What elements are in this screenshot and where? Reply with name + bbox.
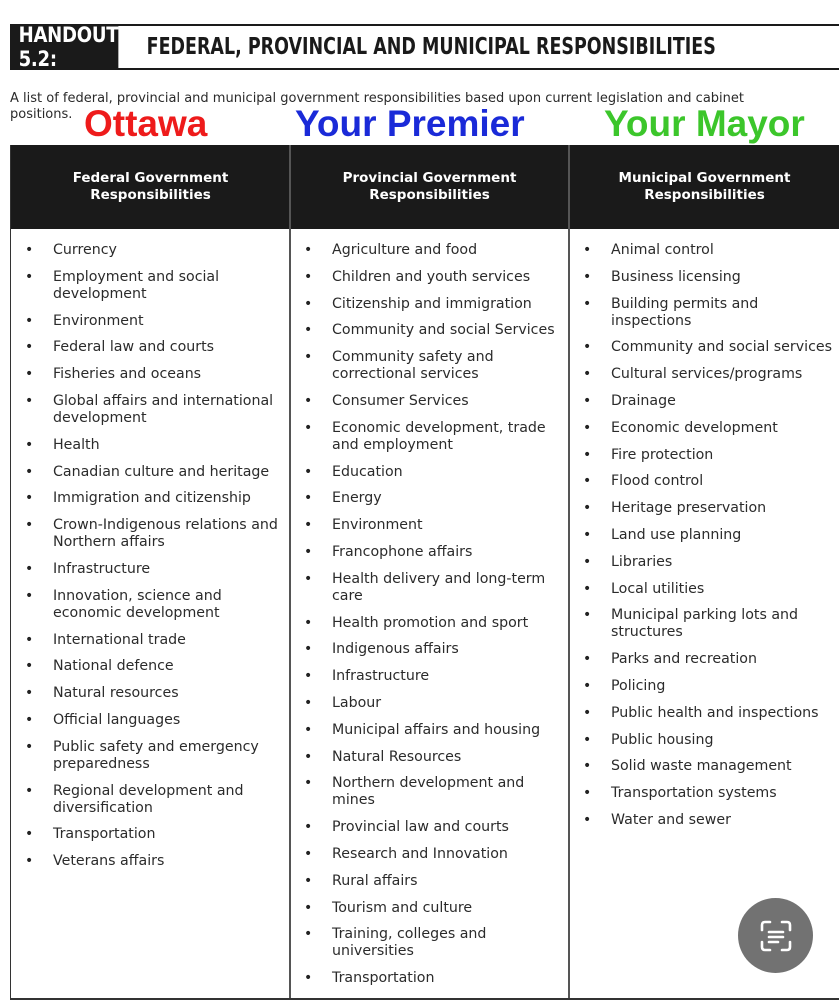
list-item: • Municipal parking lots and structures bbox=[569, 607, 839, 641]
list-item: • Rural affairs bbox=[290, 873, 568, 890]
list-item: • Health delivery and long-term care bbox=[290, 571, 568, 605]
federal-column-header: Federal Government Responsibilities bbox=[72, 170, 229, 203]
list-item: • Libraries bbox=[569, 554, 839, 571]
provincial-list bbox=[290, 242, 568, 987]
intro-text: A list of federal, provincial and municipal government responsibilities based upon current legislation and cabinet positions. bbox=[10, 91, 744, 122]
list-item: • Transportation bbox=[290, 970, 568, 987]
list-item: • Solid waste management bbox=[569, 758, 839, 775]
list-item: • Cultural services/programs bbox=[569, 366, 839, 383]
handout-header bbox=[10, 24, 839, 70]
list-item: • Federal law and courts bbox=[11, 339, 289, 356]
list-item: • Consumer Services bbox=[290, 393, 568, 410]
list-item: • Municipal affairs and housing bbox=[290, 722, 568, 739]
list-item: • Local utilities bbox=[569, 581, 839, 598]
list-item: • Community safety and correctional services bbox=[290, 349, 568, 383]
list-item: • Research and Innovation bbox=[290, 846, 568, 863]
text-scan-icon bbox=[756, 916, 796, 956]
list-item: • Regional development and diversification bbox=[11, 783, 289, 817]
list-item: • Northern development and mines bbox=[290, 775, 568, 809]
list-item: • Health promotion and sport bbox=[290, 615, 568, 632]
municipal-list bbox=[569, 242, 839, 829]
list-item: • Infrastructure bbox=[11, 561, 289, 578]
list-item: • Children and youth services bbox=[290, 269, 568, 286]
list-item: • Heritage preservation bbox=[569, 500, 839, 517]
list-item: • Flood control bbox=[569, 473, 839, 490]
list-item: • Economic development bbox=[569, 420, 839, 437]
handout-title: FEDERAL, PROVINCIAL AND MUNICIPAL RESPONSIBILITIES bbox=[146, 34, 716, 60]
federal-list bbox=[11, 242, 289, 870]
list-item: • Natural Resources bbox=[290, 749, 568, 766]
list-item: • Economic development, trade and employment bbox=[290, 420, 568, 454]
list-item: • Innovation, science and economic development bbox=[11, 588, 289, 622]
list-item: • Parks and recreation bbox=[569, 651, 839, 668]
list-item: • Health bbox=[11, 437, 289, 454]
list-item: • Immigration and citizenship bbox=[11, 490, 289, 507]
table-header-row bbox=[11, 145, 839, 229]
list-item: • Veterans affairs bbox=[11, 853, 289, 870]
provincial-column-header: Provincial Government Responsibilities bbox=[342, 170, 517, 203]
list-item: • Community and social services bbox=[569, 339, 839, 356]
list-item: • Policing bbox=[569, 678, 839, 695]
list-item: • Tourism and culture bbox=[290, 900, 568, 917]
list-item: • Education bbox=[290, 464, 568, 481]
list-item: • Transportation systems bbox=[569, 785, 839, 802]
list-item: • Energy bbox=[290, 490, 568, 507]
list-item: • Infrastructure bbox=[290, 668, 568, 685]
list-item: • Environment bbox=[290, 517, 568, 534]
overlay-mayor: Your Mayor bbox=[604, 103, 805, 144]
list-item: • Environment bbox=[11, 313, 289, 330]
list-item: • Public housing bbox=[569, 732, 839, 749]
list-item: • Official languages bbox=[11, 712, 289, 729]
list-item: • International trade bbox=[11, 632, 289, 649]
list-item: • Agriculture and food bbox=[290, 242, 568, 259]
list-item: • Natural resources bbox=[11, 685, 289, 702]
list-item: • Animal control bbox=[569, 242, 839, 259]
list-item: • Public safety and emergency preparedness bbox=[11, 739, 289, 773]
list-item: • Transportation bbox=[11, 826, 289, 843]
list-item: • Fire protection bbox=[569, 447, 839, 464]
list-item: • National defence bbox=[11, 658, 289, 675]
list-item: • Currency bbox=[11, 242, 289, 259]
list-item: • Francophone affairs bbox=[290, 544, 568, 561]
list-item: • Public health and inspections bbox=[569, 705, 839, 722]
municipal-column-header: Municipal Government Responsibilities bbox=[618, 170, 791, 203]
list-item: • Provincial law and courts bbox=[290, 819, 568, 836]
list-item: • Citizenship and immigration bbox=[290, 296, 568, 313]
overlay-premier: Your Premier bbox=[295, 103, 525, 144]
handout-label: HANDOUT 5.2: bbox=[10, 26, 118, 68]
list-item: • Drainage bbox=[569, 393, 839, 410]
text-scan-button[interactable] bbox=[738, 898, 813, 973]
list-item: • Building permits and inspections bbox=[569, 296, 839, 330]
list-item: • Employment and social development bbox=[11, 269, 289, 303]
list-item: • Water and sewer bbox=[569, 812, 839, 829]
provincial-column bbox=[290, 229, 568, 998]
list-item: • Global affairs and international development bbox=[11, 393, 289, 427]
list-item: • Business licensing bbox=[569, 269, 839, 286]
municipal-column bbox=[569, 229, 839, 998]
list-item: • Crown-Indigenous relations and Northern affairs bbox=[11, 517, 289, 551]
overlay-ottawa: Ottawa bbox=[84, 103, 208, 144]
list-item: • Community and social Services bbox=[290, 322, 568, 339]
list-item: • Land use planning bbox=[569, 527, 839, 544]
list-item: • Training, colleges and universities bbox=[290, 926, 568, 960]
federal-column bbox=[11, 229, 289, 998]
responsibilities-table bbox=[10, 145, 839, 1000]
list-item: • Fisheries and oceans bbox=[11, 366, 289, 383]
list-item: • Labour bbox=[290, 695, 568, 712]
list-item: • Canadian culture and heritage bbox=[11, 464, 289, 481]
list-item: • Indigenous affairs bbox=[290, 641, 568, 658]
